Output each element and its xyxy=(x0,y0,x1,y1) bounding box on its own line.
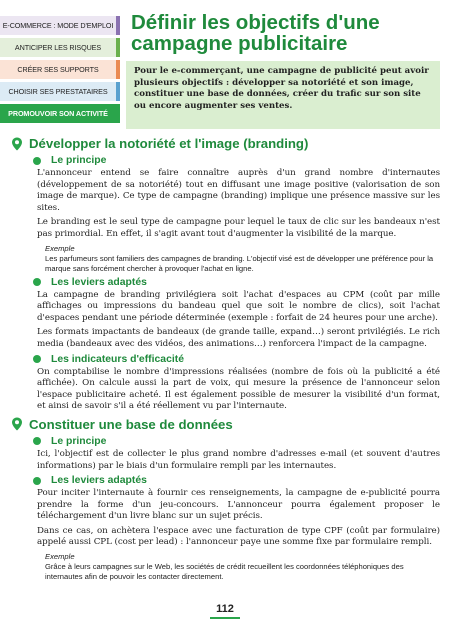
subsection-heading xyxy=(33,277,440,288)
tab-label: CRÉER SES SUPPORTS xyxy=(17,65,99,74)
example-text: Les parfumeurs sont familiers des campagnes de branding. L'objectif visé est de développer une préférence pour la marque sans forcément chercher à provoquer l'achat en ligne. xyxy=(45,253,434,273)
bullet-dot-icon xyxy=(33,355,41,363)
tab-color-bar xyxy=(116,82,120,101)
paragraph: Pour inciter l'internaute à fournir ces renseignements, la campagne de e-publicité pourra prendre la forme d'un jeu-concours. L'annonceur pourra également proposer le téléchargement d'un livre blanc sur un sujet précis. xyxy=(37,488,440,522)
tab-risques[interactable] xyxy=(0,38,120,57)
tab-label: ANTICIPER LES RISQUES xyxy=(14,43,102,52)
section-heading xyxy=(10,136,440,151)
bullet-dot-icon xyxy=(33,477,41,485)
paragraph: Ici, l'objectif est de collecter le plus grand nombre d'adresses e-mail (et souvent d'autres informations) par le biais d'un formulaire rempli par les internautes. xyxy=(37,448,440,471)
bullet-dot-icon xyxy=(33,278,41,286)
paragraph: L'annonceur entend se faire connaître auprès d'un grand nombre d'internautes (développement de sa notoriété) tout en diffusant une image positive (valorisation de son image de marque). Ce type de campagne (branding) implique une présence massive sur les sites. xyxy=(37,168,440,213)
page-title: Définir les objectifs d'une campagne publicitaire xyxy=(131,11,380,55)
page-number-underline xyxy=(210,617,240,619)
subsection-heading xyxy=(33,475,440,486)
section-heading-text: Constituer une base de données xyxy=(29,416,233,432)
subsection-heading xyxy=(33,354,440,365)
map-pin-icon xyxy=(10,137,24,151)
section-heading-text: Développer la notoriété et l'image (branding) xyxy=(29,136,309,151)
tab-prestataires[interactable] xyxy=(0,82,120,101)
paragraph: Les formats impactants de bandeaux (de grande taille, expand…) seront privilégiés. Le rich media (bandeaux avec des vidéos, des animations…) renforcera l'impact de la campagne. xyxy=(37,327,440,349)
paragraph: On comptabilise le nombre d'impressions réalisées (nombre de fois où la publicité a été affichée). On calcule aussi la part de voix, qui mesure la présence de l'annonceur selon l'espace publicitaire acheté. Il est également possible de mesurer la visibilité d'un format, et ainsi de savoir s'il a été réellement vu par l'internaute. xyxy=(37,366,440,412)
subsection-heading-text: Le principe xyxy=(51,435,107,447)
tab-color-bar xyxy=(116,16,120,35)
tab-label: CHOISIR SES PRESTATAIRES xyxy=(8,87,108,96)
page-number: 112 xyxy=(216,603,234,615)
subsection-heading-text: Les leviers adaptés xyxy=(51,475,147,487)
example-label: Exemple xyxy=(45,243,75,253)
chapter-tabs xyxy=(0,16,120,126)
bullet-dot-icon xyxy=(33,437,41,445)
tab-label: E-COMMERCE : MODE D'EMPLOI xyxy=(2,21,114,30)
tab-promouvoir-active[interactable] xyxy=(0,104,120,123)
tab-ecommerce[interactable] xyxy=(0,16,120,35)
tab-color-bar xyxy=(116,38,120,57)
tab-color-bar xyxy=(116,60,120,79)
paragraph: Dans ce cas, on achètera l'espace avec une facturation de type CPF (coût par formulaire) appelé aussi CPL (cost per lead) : l'annonceur paye une somme fixe par formulaire rempli. xyxy=(37,525,440,548)
intro-box: Pour le e-commerçant, une campagne de publicité peut avoir plusieurs objectifs : développer sa notoriété et son image, constituer une base de données, créer du trafic sur son site ou encore augmenter ses ventes. xyxy=(126,61,440,129)
subsection-heading xyxy=(33,436,440,447)
tab-supports[interactable] xyxy=(0,60,120,79)
subsection-heading-text: Les leviers adaptés xyxy=(51,276,147,288)
paragraph: La campagne de branding privilégiera soit l'achat d'espaces au CPM (coût par mille affichages ou impressions du bandeau quel que soit le nombre de clics), soit l'achat d'espaces pendant une période déterminée (exemple : forfait de 24 heures pour une arche). xyxy=(37,289,440,323)
section-heading xyxy=(10,417,440,432)
example-text: Grâce à leurs campagnes sur le Web, les sociétés de crédit recueillent les coordonnées téléphoniques des internautes afin de pouvoir les contacter directement. xyxy=(45,562,404,582)
map-pin-icon xyxy=(10,417,24,431)
paragraph: Le branding est le seul type de campagne pour lequel le taux de clic sur les bandeaux n'est pas primordial. En effet, il s'agit avant tout d'augmenter la visibilité de la marque. xyxy=(37,217,440,239)
subsection-heading-text: Les indicateurs d'efficacité xyxy=(51,353,184,365)
main-content xyxy=(10,136,440,585)
example-block xyxy=(45,244,440,274)
tab-label: PROMOUVOIR SON ACTIVITÉ xyxy=(8,109,108,118)
bullet-dot-icon xyxy=(33,157,41,165)
example-label: Exemple xyxy=(45,552,75,562)
example-block xyxy=(45,552,440,582)
subsection-heading xyxy=(33,155,440,166)
subsection-heading-text: Le principe xyxy=(51,155,107,166)
